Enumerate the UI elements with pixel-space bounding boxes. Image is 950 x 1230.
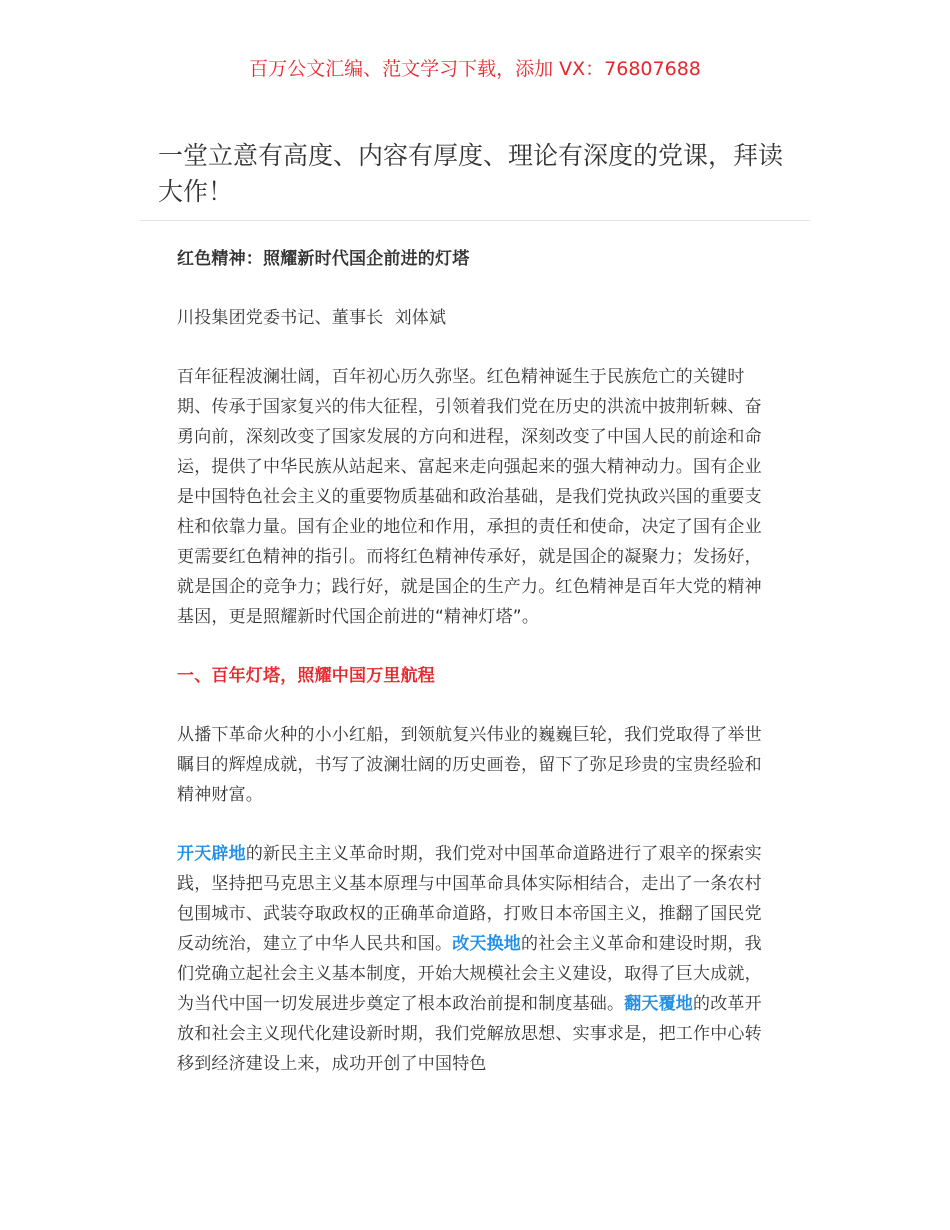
highlight-keyword: 改天换地	[452, 934, 522, 954]
section-paragraph-1: 从播下革命火种的小小红船，到领航复兴伟业的巍巍巨轮，我们党取得了举世瞩目的辉煌成就，书写了波澜壮阔的历史画卷，留下了弥足珍贵的宝贵经验和精神财富。	[177, 725, 762, 805]
highlight-keyword: 开天辟地	[177, 844, 246, 864]
title-divider	[140, 220, 810, 221]
highlight-keyword: 翻天覆地	[624, 994, 694, 1014]
article-body	[177, 244, 775, 1108]
article-title: 一堂立意有高度、内容有厚度、理论有深度的党课，拜读大作！	[158, 141, 784, 206]
watermark-banner: 百万公文汇编、范文学习下载，添加 VX：76807688	[249, 58, 701, 80]
section-heading: 一、百年灯塔，照耀中国万里航程	[177, 666, 435, 686]
article-subtitle: 红色精神：照耀新时代国企前进的灯塔	[177, 249, 470, 269]
paragraph-text: 的改革开放和社会主义现代化建设新时期，我们党解放思想、实事求是，把工作中心转移到经济建设上来，成功开创了中国特色	[177, 994, 762, 1074]
paragraph-text: 的新民主主义革命时期，我们党对中国革命道路进行了艰辛的探索实践，坚持把马克思主义基本原理与中国革命具体实际相结合，走出了一条农村包围城市、武装夺取政权的正确革命道路，打败日本帝国主义，推翻了国民党反动统治，建立了中华人民共和国。	[177, 844, 762, 954]
intro-paragraph: 百年征程波澜壮阔，百年初心历久弥坚。红色精神诞生于民族危亡的关键时期、传承于国家复兴的伟大征程，引领着我们党在历史的洪流中披荆斩棘、奋勇向前，深刻改变了国家发展的方向和进程，深刻改变了中国人民的前途和命运，提供了中华民族从站起来、富起来走向强起来的强大精神动力。国有企业是中国特色社会主义的重要物质基础和政治基础，是我们党执政兴国的重要支柱和依靠力量。国有企业的地位和作用，承担的责任和使命，决定了国有企业更需要红色精神的指引。而将红色精神传承好，就是国企的凝聚力；发扬好，就是国企的竞争力；践行好，就是国企的生产力。红色精神是百年大党的精神基因，更是照耀新时代国企前进的“精神灯塔”。	[177, 367, 762, 627]
article-author: 川投集团党委书记、董事长 刘体斌	[177, 308, 447, 328]
section-paragraph-2	[177, 839, 775, 1079]
paragraph-text: 的社会主义革命和建设时期，我们党确立起社会主义基本制度，开始大规模社会主义建设，取得了巨大成就，为当代中国一切发展进步奠定了根本政治前提和制度基础。	[177, 934, 762, 1014]
